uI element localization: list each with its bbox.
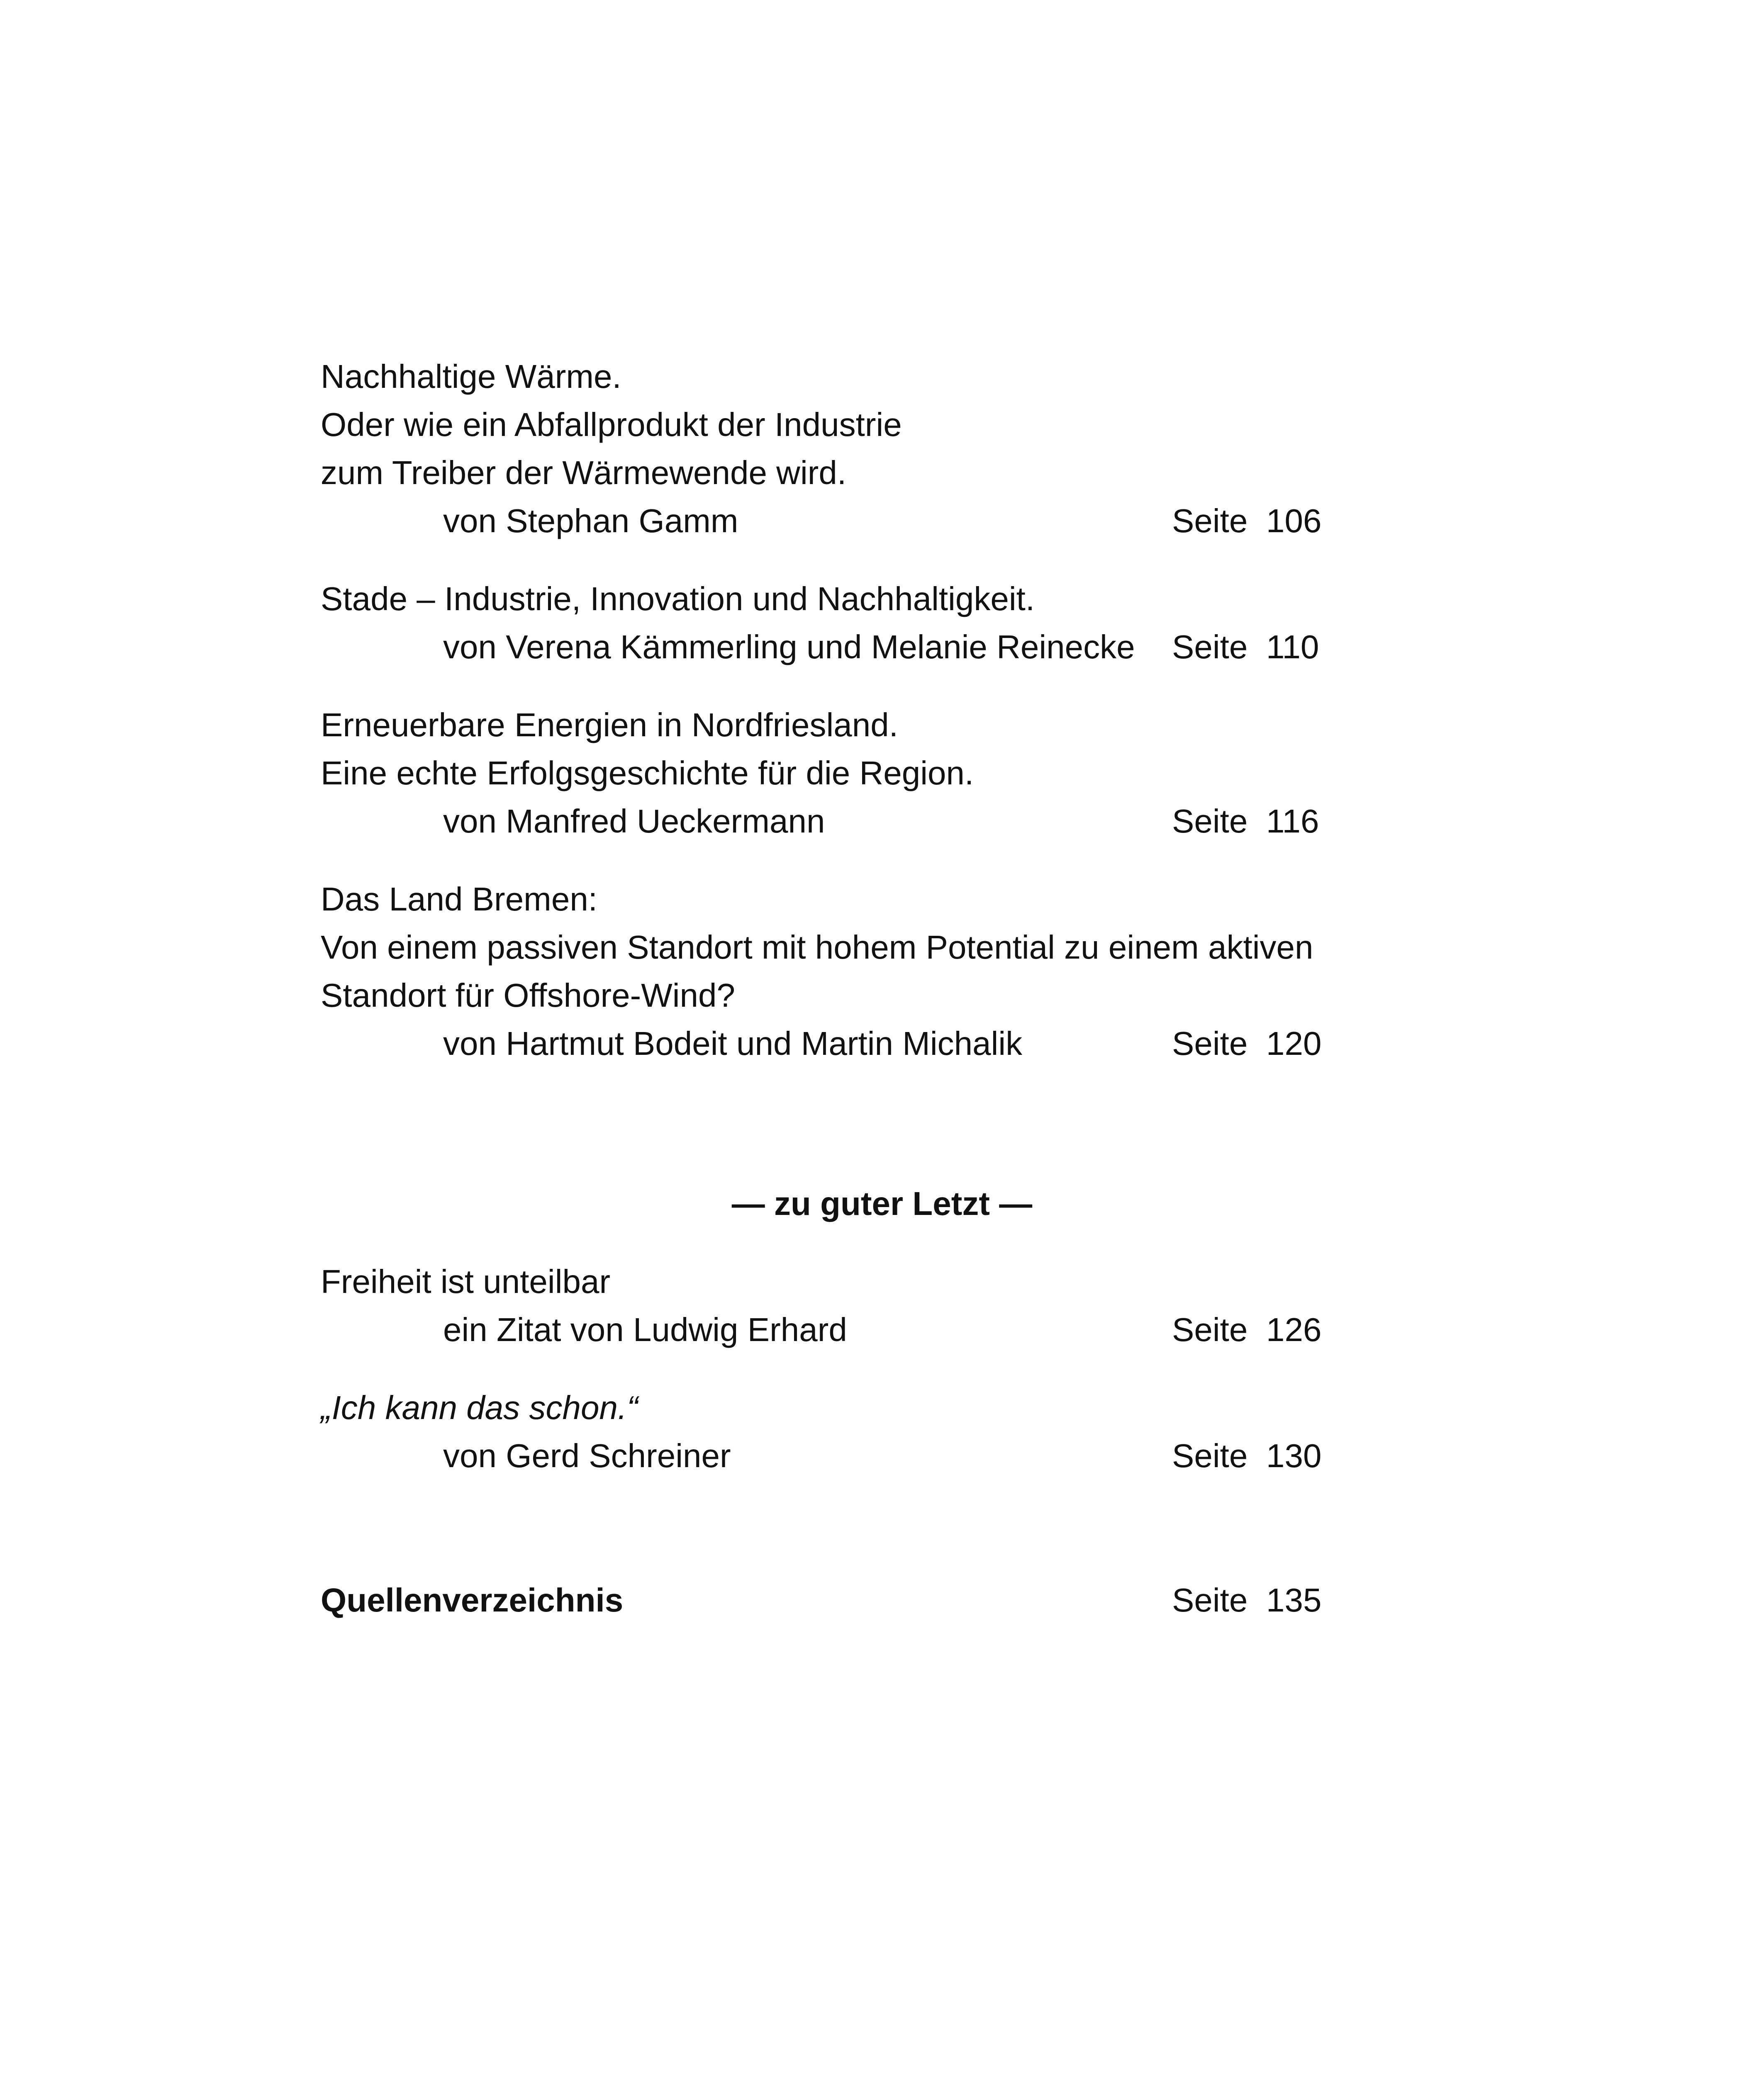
entry-title-line: Nachhaltige Wärme. bbox=[321, 358, 621, 395]
seite-label: Seite bbox=[1172, 1437, 1248, 1474]
entry-title-line: zum Treiber der Wärmewende wird. bbox=[321, 454, 847, 491]
entry-author: von Hartmut Bodeit und Martin Michalik bbox=[443, 1025, 1023, 1062]
entry-page-number: 135 bbox=[1266, 1582, 1322, 1619]
entry-title-line: „Ich kann das schon.“ bbox=[321, 1389, 638, 1426]
entry-author: von Gerd Schreiner bbox=[443, 1437, 731, 1474]
entry-title-line: Oder wie ein Abfallprodukt der Industrie bbox=[321, 406, 902, 443]
entry-page-number: 116 bbox=[1266, 803, 1319, 840]
entry-author: von Stephan Gamm bbox=[443, 502, 738, 539]
entry-author: ein Zitat von Ludwig Erhard bbox=[443, 1311, 847, 1348]
seite-label: Seite bbox=[1172, 1582, 1248, 1619]
entry-page-number: 120 bbox=[1266, 1025, 1322, 1062]
seite-label: Seite bbox=[1172, 1025, 1248, 1062]
entry-title-line: Stade – Industrie, Innovation und Nachhaltigkeit. bbox=[321, 580, 1035, 617]
entry-title-line: Standort für Offshore-Wind? bbox=[321, 977, 735, 1014]
entry-page-number: 110 bbox=[1266, 628, 1319, 665]
seite-label: Seite bbox=[1172, 628, 1248, 665]
seite-label: Seite bbox=[1172, 1311, 1248, 1348]
entry-title-line: Erneuerbare Energien in Nordfriesland. bbox=[321, 706, 898, 743]
entry-page-number: 106 bbox=[1266, 502, 1322, 539]
seite-label: Seite bbox=[1172, 803, 1248, 840]
entry-page-number: 130 bbox=[1266, 1437, 1322, 1474]
section-heading: — zu guter Letzt — bbox=[731, 1185, 1033, 1222]
entry-title-line: Das Land Bremen: bbox=[321, 881, 598, 918]
entry-page-number: 126 bbox=[1266, 1311, 1322, 1348]
entry-title-line: Von einem passiven Standort mit hohem Potential zu einem aktiven bbox=[321, 929, 1313, 966]
entry-author: von Manfred Ueckermann bbox=[443, 803, 825, 840]
entry-title-line: Eine echte Erfolgsgeschichte für die Region. bbox=[321, 755, 974, 791]
seite-label: Seite bbox=[1172, 502, 1248, 539]
sources-title: Quellenverzeichnis bbox=[321, 1582, 624, 1619]
entry-author: von Verena Kämmerling und Melanie Reinecke bbox=[443, 628, 1135, 665]
entry-title-line: Freiheit ist unteilbar bbox=[321, 1263, 611, 1300]
